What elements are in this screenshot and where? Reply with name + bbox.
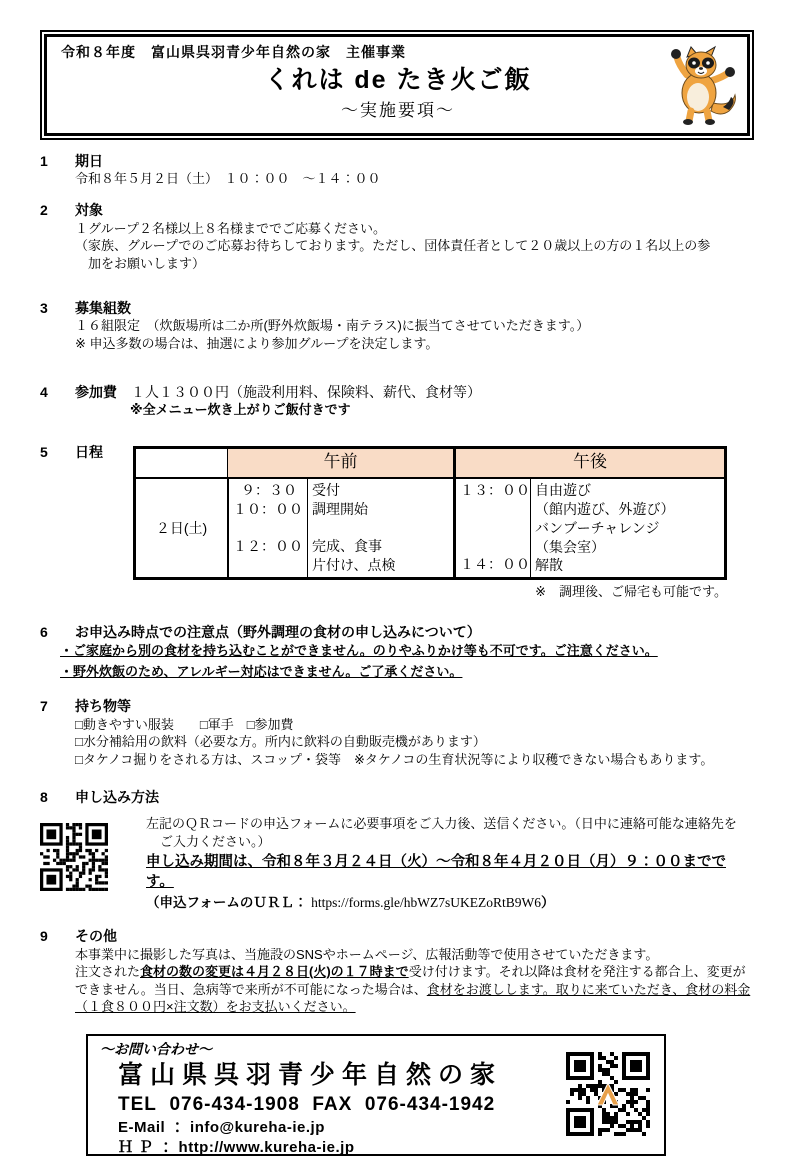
section-number: 6 xyxy=(40,623,48,640)
tanuki-mascot-icon xyxy=(665,41,737,125)
am-time xyxy=(233,556,303,574)
am-activity: 受付 xyxy=(312,481,340,498)
section-other xyxy=(40,927,752,1016)
section-title: お申込み時点での注意点（野外調理の食材の申し込みについて） xyxy=(75,623,481,640)
section-title: 対象 xyxy=(75,202,103,219)
section-number: 2 xyxy=(40,202,48,219)
contact-qr-code xyxy=(566,1052,650,1136)
header-box-inner xyxy=(44,34,750,136)
section-belongings xyxy=(40,697,752,769)
caution-bullet1: ・ご家庭から別の食材を持ち込むことができません。のりやふりかけ等も不可です。ご注意ください。 xyxy=(60,642,658,658)
pm-activity: （集会室） xyxy=(535,538,605,555)
section-number: 9 xyxy=(40,927,48,944)
schedule-header-pm: 午後 xyxy=(453,449,724,479)
section-capacity-heading xyxy=(40,299,752,318)
application-url-close: ） xyxy=(540,895,555,911)
pm-activity: 自由遊び xyxy=(535,481,591,498)
application-url-label: （申込フォームのＵＲＬ： xyxy=(146,895,308,911)
section-schedule xyxy=(40,443,752,601)
email-separator: ： xyxy=(169,1119,186,1137)
date-text: 令和８年５月２日（土） １０：００ ～１４：００ xyxy=(75,171,381,187)
other-p2-refund: 食材をお渡しします。取りに来ていただき、食材の料金（１食８００円×注文数）をお支払いください。 xyxy=(75,981,751,1015)
email-label: E-Mail xyxy=(118,1119,166,1137)
schedule-pm-activities xyxy=(530,479,724,577)
application-line1: 左記のＱＲコードの申込フォームに必要事項をご入力後、送信ください。（日中に連絡可能な連絡先を xyxy=(146,816,737,832)
section-number: 4 xyxy=(40,383,48,400)
schedule-am-times xyxy=(227,479,307,577)
hp-line xyxy=(118,1138,654,1158)
am-activity: 完成、食事 xyxy=(312,538,382,555)
other-p2-mid: 受け付けます。それ以降は食材を発注する都合上、変更ができません。当日、急病等で来所が不可能になった場合は、 xyxy=(75,964,746,997)
contact-box xyxy=(86,1034,666,1156)
other-p2-pre: 注文された xyxy=(75,964,141,980)
contact-label: ～お問い合わせ～ xyxy=(100,1040,212,1057)
target-line2: （家族、グループでのご応募お待ちしております。ただし、団体責任者として２０歳以上の方の１名以上の参 xyxy=(75,238,711,254)
am-activity: 片付け、点検 xyxy=(312,556,396,573)
am-time: ９：３０ xyxy=(241,481,297,498)
schedule-pm-times xyxy=(453,479,530,577)
pm-activity: 解散 xyxy=(535,557,563,574)
section-title: 日程 xyxy=(75,443,103,460)
fee-note: ※全メニュー炊き上がりご飯付きです xyxy=(130,402,351,418)
belongings-line1: □動きやすい服装 □軍手 □参加費 xyxy=(75,716,294,732)
section-number: 7 xyxy=(40,697,48,714)
section-title: 申し込み方法 xyxy=(75,789,159,806)
section-target xyxy=(40,201,752,273)
section-title: 期日 xyxy=(75,152,103,169)
hp-label: Ｈ Ｐ xyxy=(118,1139,154,1157)
capacity-line1: １６組限定 （炊飯場所は二か所(野外炊飯場・南テラス)に振当てさせていただきます。） xyxy=(75,318,590,334)
application-qr-code xyxy=(40,823,108,891)
header-box xyxy=(40,30,754,140)
other-paragraph2 xyxy=(75,963,756,1016)
tel-number: 076-434-1908 xyxy=(169,1094,300,1116)
section-fee xyxy=(40,383,752,419)
am-time: １２：００ xyxy=(233,538,303,555)
schedule-am-activities xyxy=(307,479,453,577)
section-cautions xyxy=(40,623,752,681)
belongings-line3: □タケノコ掘りをされる方は、スコップ・袋等 ※タケノコの生育状況等により収穫できない場合もあります。 xyxy=(75,751,714,767)
pm-time: １３：００ xyxy=(460,481,530,498)
section-cautions-heading xyxy=(40,623,752,642)
caution-bullet2: ・野外炊飯のため、アレルギー対応はできません。ご了承ください。 xyxy=(60,664,463,680)
application-form-url[interactable]: https://forms.gle/hbWZ7sUKEZoRtB9W6 xyxy=(311,895,541,911)
section-number: 3 xyxy=(40,299,48,316)
section-capacity xyxy=(40,299,752,353)
section-target-heading xyxy=(40,201,752,220)
pm-activity: （館内遊び、外遊び） xyxy=(535,500,675,517)
pm-time: １４：００ xyxy=(460,555,530,572)
pm-activity: バンブーチャレンジ xyxy=(535,519,660,536)
application-line2: ご入力ください。） xyxy=(160,833,271,849)
pm-time xyxy=(460,500,526,518)
section-title: 持ち物等 xyxy=(75,697,131,714)
page-title: くれは de たき火ご飯 xyxy=(264,65,532,94)
section-belongings-heading xyxy=(40,697,752,716)
section-application-heading xyxy=(40,788,752,807)
am-activity: 調理開始 xyxy=(312,500,368,517)
fax-label: FAX xyxy=(312,1094,353,1116)
am-activity xyxy=(312,519,449,537)
header-top-line: 令和８年度 富山県呉羽青少年自然の家 主催事業 xyxy=(61,44,406,60)
am-time: １０：００ xyxy=(233,500,303,517)
belongings-line2: □水分補給用の飲料（必要な方。所内に飲料の自動販売機があります） xyxy=(75,734,486,750)
application-period: 申し込み期間は、令和８年３月２４日（火）～令和８年４月２０日（月）９：００までです。 xyxy=(146,854,726,890)
schedule-header-am: 午前 xyxy=(227,449,453,479)
tel-label: TEL xyxy=(118,1094,157,1116)
pm-time xyxy=(460,518,526,536)
schedule-header-empty xyxy=(136,449,227,479)
pm-time xyxy=(460,537,526,555)
facility-logo-icon xyxy=(595,1082,621,1106)
schedule-day-cell: ２日(土) xyxy=(155,519,208,536)
section-application xyxy=(40,788,752,912)
am-time xyxy=(233,519,303,537)
section-date-heading xyxy=(40,152,752,171)
section-number: 8 xyxy=(40,789,48,806)
capacity-line2: ※ 申込多数の場合は、抽選により参加グループを決定します。 xyxy=(75,335,439,351)
schedule-table xyxy=(133,446,727,580)
target-line1: １グループ２名様以上８名様まででご応募ください。 xyxy=(75,220,386,236)
section-date xyxy=(40,152,752,188)
section-number: 5 xyxy=(40,443,48,460)
fee-text: １人１３００円（施設利用料、保険料、薪代、食材等） xyxy=(131,383,481,400)
section-other-heading xyxy=(40,927,752,946)
page-subtitle: ～実施要項～ xyxy=(341,100,455,120)
target-line3: 加をお願いします） xyxy=(88,256,206,271)
section-title: その他 xyxy=(75,927,117,944)
section-title: 募集組数 xyxy=(75,299,131,316)
hp-url[interactable]: http://www.kureha-ie.jp xyxy=(178,1139,355,1157)
section-title: 参加費 xyxy=(75,383,117,400)
facility-name: 富山県呉羽青少年自然の家 xyxy=(118,1060,503,1089)
other-p2-deadline: 食材の数の変更は４月２８日(火)の１７時まで xyxy=(140,964,409,980)
section-number: 1 xyxy=(40,152,48,169)
email-address[interactable]: info@kureha-ie.jp xyxy=(190,1119,325,1137)
schedule-note: ※ 調理後、ご帰宅も可能です。 xyxy=(535,584,727,600)
fax-number: 076-434-1942 xyxy=(364,1094,496,1116)
other-line1: 本事業中に撮影した写真は、当施設のSNSやホームページ、広報活動等で使用させていただきます。 xyxy=(75,946,659,962)
hp-separator: ： xyxy=(158,1139,174,1157)
